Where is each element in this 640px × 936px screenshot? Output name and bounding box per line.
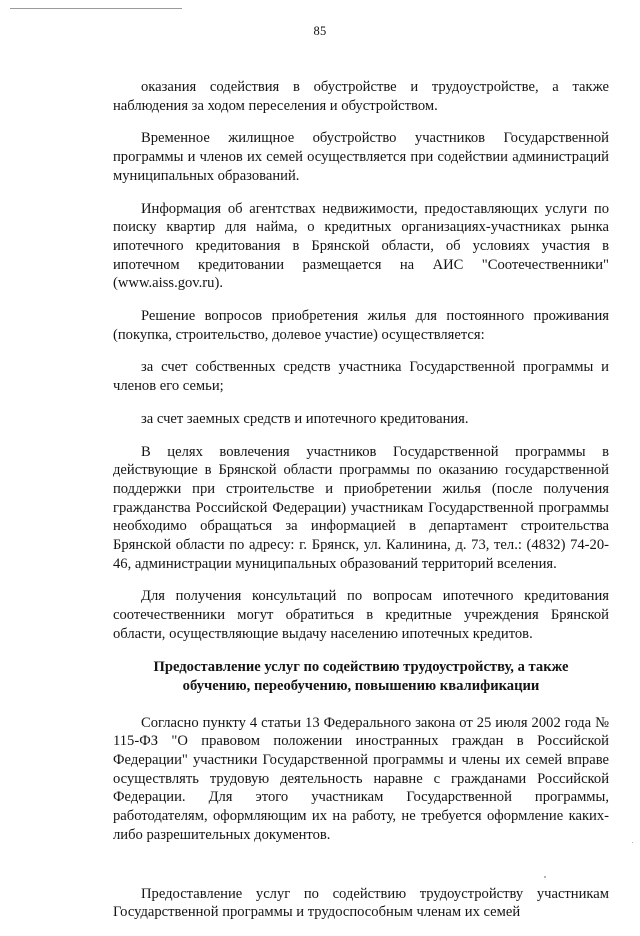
header-rule (10, 8, 182, 9)
paragraph-real-estate-info: Информация об агентствах недвижимости, предоставляющих услуги по поиску квартир для найма, о кредитных организациях-участниках рынка ипотечного кредитования в Брянской области, об условиях участия в ипотечном кредитовании размещается на АИС "Соотечественники" (www.aiss.gov.ru). (113, 200, 609, 292)
paragraph-employment-services: Предоставление услуг по содействию трудоустройству участникам Государственной программы и трудоспособным членам их семей (113, 885, 609, 921)
section-heading (113, 658, 609, 696)
paragraph-continuation: оказания содействия в обустройстве и трудоустройстве, а также наблюдения за ходом переселения и обустройством. (113, 79, 609, 114)
paragraph-mortgage-consultation: Для получения консультаций по вопросам ипотечного кредитования соотечественники могут обратиться в кредитные учреждения Брянской области, осуществляющие выдачу населению ипотечных кредитов. (113, 588, 609, 642)
scan-speck (544, 876, 546, 878)
document-body (113, 78, 609, 936)
scan-speck (632, 842, 633, 843)
paragraph-state-support: В целях вовлечения участников Государственной программы в действующие в Брянской области программы по оказанию государственной поддержки при строительстве и приобретении жилья (после получения гражданства Российской Федерации) участникам Государственной программы необходимо обращаться за информацией в департамент строительства Брянской области по адресу: г. Брянск, ул. Калинина, д. 73, тел.: (4832) 74-20-46, администрации муниципальных образований территорий вселения. (113, 443, 609, 572)
paragraph-housing-acquisition: Решение вопросов приобретения жилья для постоянного проживания (покупка, строительство, долевое участие) осуществляется: (113, 308, 609, 343)
section-heading-line-1: Предоставление услуг по содействию трудоустройству, а также (153, 658, 569, 675)
paragraph-borrowed-funds: за счет заемных средств и ипотечного кредитования. (141, 410, 469, 427)
page-number: 85 (313, 24, 327, 38)
paragraph-federal-law: Согласно пункту 4 статьи 13 Федерального закона от 25 июля 2002 года № 115-ФЗ "О правовом положении иностранных граждан в Российской Федерации" участники Государственной программы и члены их семей вправе осуществлять трудовую деятельность наравне с гражданами Российской Федерации. Для этого участникам Государственной программы, работодателям, оформляющим их на работу, не требуется оформление каких-либо разрешительных документов. (113, 714, 609, 843)
paragraph-temporary-housing: Временное жилищное обустройство участников Государственной программы и членов их семей осуществляется при содействии администраций муниципальных образований. (113, 130, 609, 184)
paragraph-own-funds: за счет собственных средств участника Государственной программы и членов его семьи; (113, 359, 609, 395)
spacer (113, 859, 609, 885)
section-heading-line-2: обучению, переобучению, повышению квалификации (182, 677, 540, 694)
